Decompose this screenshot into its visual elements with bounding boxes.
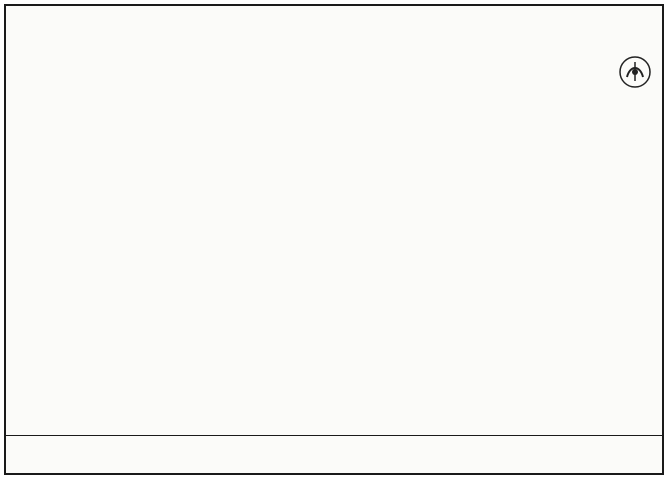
tender-notice (4, 4, 664, 475)
notice-column-left (16, 102, 327, 420)
notice-column-right (341, 102, 652, 420)
notice-footer (6, 435, 662, 473)
notice-body (16, 102, 652, 420)
ministry-emblem-icon (618, 55, 652, 89)
ministry-logo-block (532, 52, 652, 92)
notice-header (6, 6, 662, 86)
